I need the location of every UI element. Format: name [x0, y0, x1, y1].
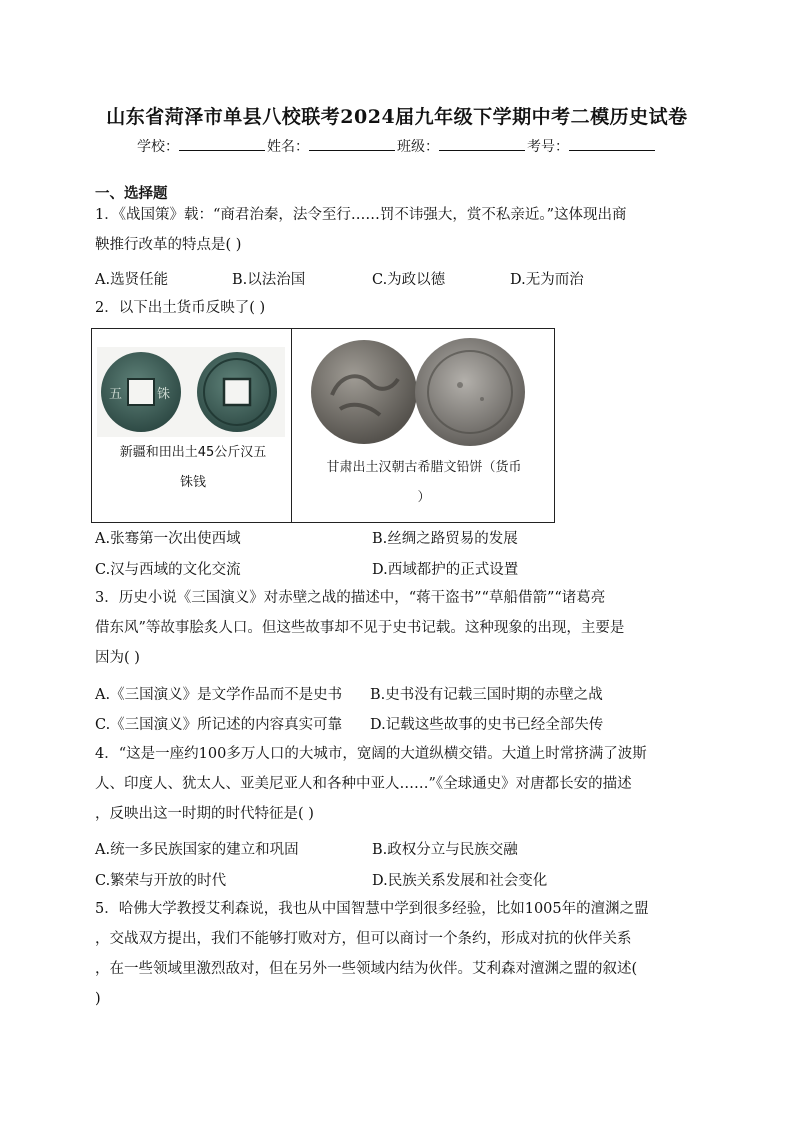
question-5-line-3: ，在一些领域里激烈敌对，但在另外一些领域内结为伙伴。艾利森对澶渊之盟的叙述(	[95, 961, 638, 977]
question-4-option-b: B.政权分立与民族交融	[372, 842, 518, 858]
question-2-option-b: B.丝绸之路贸易的发展	[372, 531, 518, 547]
school-blank	[179, 136, 265, 151]
question-1-option-a: A.选贤任能	[95, 272, 169, 288]
question-3-stem	[95, 583, 700, 673]
question-5-line-1: 5．哈佛大学教授艾利森说，我也从中国智慧中学到很多经验，比如1005年的澶渊之盟	[95, 901, 649, 917]
question-1-option-b: B.以法治国	[232, 272, 306, 288]
exam-no-label: 考号：	[527, 139, 569, 155]
left-caption-line-1: 新疆和田出土45公斤汉五	[119, 445, 267, 460]
left-figure-caption	[98, 438, 288, 498]
question-4-line-1: 4．“这是一座约100多万人口的大城市，宽阔的大道纵横交错。大道上时常挤满了波斯	[95, 746, 647, 762]
exam-title: 山东省菏泽市单县八校联考2024届九年级下学期中考二模历史试卷	[106, 106, 688, 128]
coin-figure-table	[91, 328, 555, 523]
class-blank	[439, 136, 525, 151]
svg-text:五: 五	[109, 387, 123, 402]
question-2-option-a: A.张骞第一次出使西域	[95, 531, 241, 547]
question-5-stem	[95, 894, 700, 1014]
right-caption-line-1: 甘肃出土汉朝古希腊文铅饼（货币	[326, 460, 522, 475]
question-3-option-a: A.《三国演义》是文学作品而不是史书	[95, 687, 343, 703]
figure-divider	[291, 329, 292, 522]
right-caption-line-2: ）	[417, 490, 431, 505]
name-label: 姓名：	[267, 139, 309, 155]
question-2-line-1: 2．以下出土货币反映了( )	[95, 300, 266, 316]
question-3-line-2: 借东风”等故事脍炙人口。但这些故事却不见于史书记载。这种现象的出现，主要是	[95, 620, 625, 636]
left-caption-line-2: 铢钱	[179, 475, 206, 490]
question-3-line-3: 因为( )	[95, 650, 140, 666]
question-4-stem	[95, 739, 700, 829]
name-blank	[309, 136, 395, 151]
question-5-line-4: )	[95, 991, 101, 1007]
question-2-option-c: C.汉与西域的文化交流	[95, 562, 241, 578]
question-5-line-2: ，交战双方提出，我们不能够打败对方，但可以商讨一个条约，形成对抗的伙伴关系	[95, 931, 632, 947]
question-3-option-d: D.记载这些故事的史书已经全部失传	[370, 717, 604, 733]
question-1-line-1: 1．《战国策》载：“商君治秦，法令至行……罚不讳强大，赏不私亲近。”这体现出商	[95, 207, 627, 223]
question-4-line-2: 人、印度人、犹太人、亚美尼亚人和各种中亚人……”《全球通史》对唐都长安的描述	[95, 776, 632, 792]
question-3-line-1: 3．历史小说《三国演义》对赤壁之战的描述中，“蒋干盗书”“草船借箭”“诸葛亮	[95, 590, 606, 606]
question-2-stem	[95, 293, 700, 323]
question-4-option-d: D.民族关系发展和社会变化	[372, 873, 548, 889]
right-figure-caption	[298, 453, 550, 513]
section-title: 一、选择题	[95, 185, 168, 202]
lead-cakes-image	[310, 335, 536, 447]
question-3-option-b: B.史书没有记载三国时期的赤壁之战	[370, 687, 603, 703]
question-4-line-3: ，反映出这一时期的时代特征是( )	[95, 806, 314, 822]
school-label: 学校：	[137, 139, 179, 155]
class-label: 班级：	[397, 139, 439, 155]
wuzhu-coins-image	[97, 347, 285, 437]
question-1-option-d: D.无为而治	[510, 272, 584, 288]
svg-text:铢: 铢	[157, 387, 171, 402]
question-2-option-d: D.西域都护的正式设置	[372, 562, 519, 578]
question-3-option-c: C.《三国演义》所记述的内容真实可靠	[95, 717, 343, 733]
question-1-option-c: C.为政以德	[372, 272, 446, 288]
exam-no-blank	[569, 136, 655, 151]
lead-cake-back-icon	[415, 338, 525, 446]
question-1-stem	[95, 200, 700, 260]
lead-cake-front-icon	[311, 340, 417, 444]
student-info-line	[0, 136, 794, 156]
question-4-option-a: A.统一多民族国家的建立和巩固	[95, 842, 299, 858]
question-1-line-2: 鞅推行改革的特点是( )	[95, 237, 242, 253]
question-4-option-c: C.繁荣与开放的时代	[95, 873, 227, 889]
